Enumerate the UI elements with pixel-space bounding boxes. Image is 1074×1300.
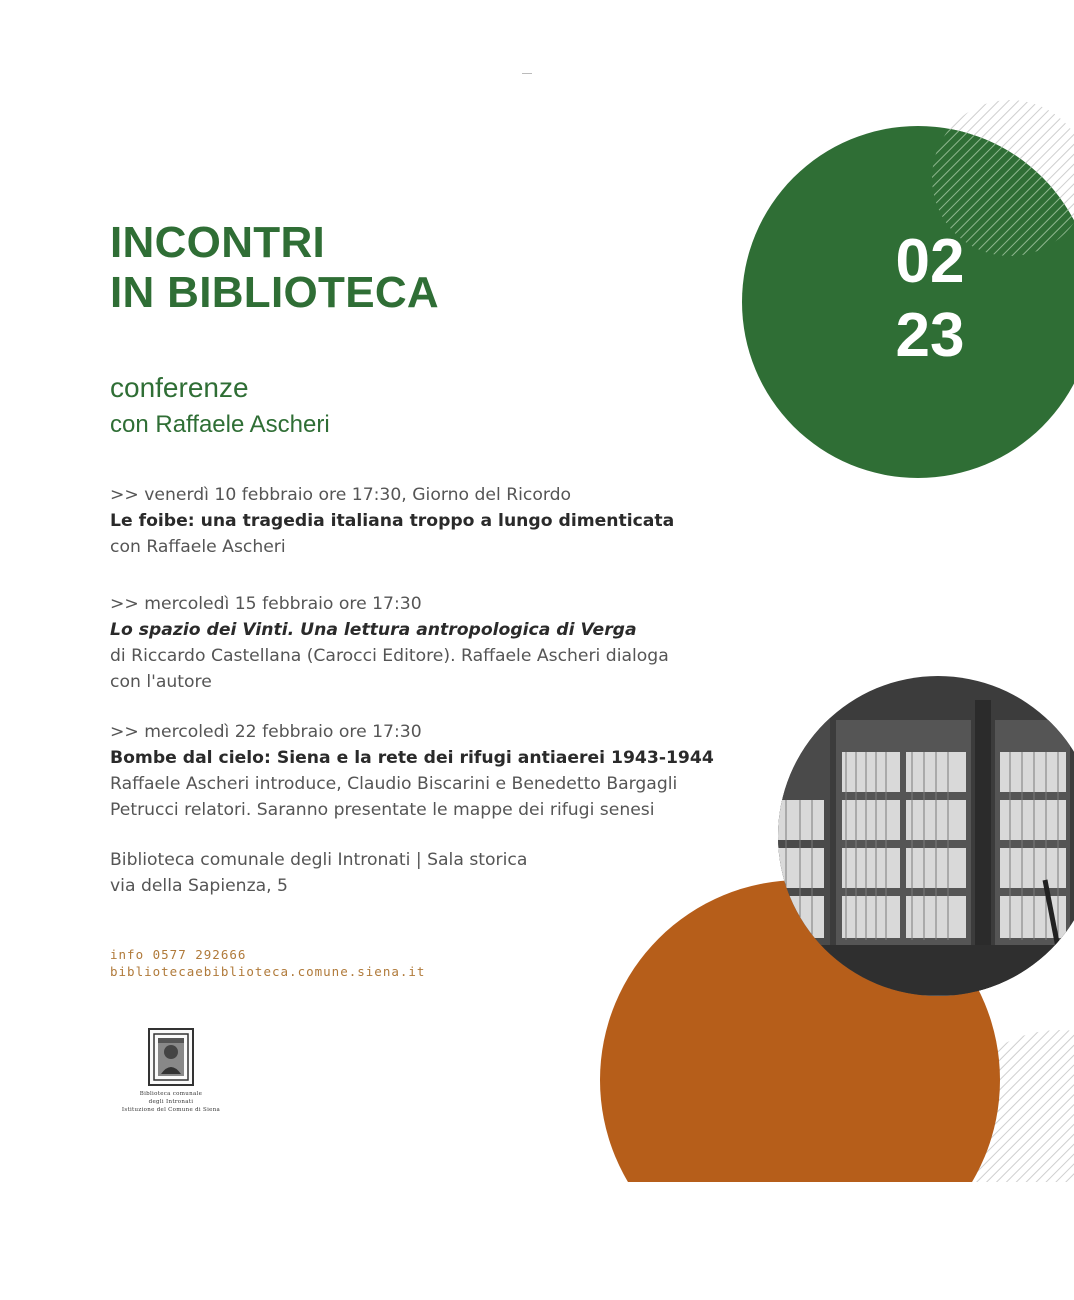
date-year: 23 <box>895 301 965 370</box>
contact-info <box>110 946 425 980</box>
date-month: 02 <box>895 227 965 296</box>
venue-address: via della Sapienza, 5 <box>110 876 288 896</box>
event-description: di Riccardo Castellana (Carocci Editore). Raffaele Ascheri dialoga <box>110 646 669 666</box>
event-title: Bombe dal cielo: Siena e la rete dei rifugi antiaerei 1943-1944 <box>110 748 714 768</box>
contact-phone: info 0577 292666 <box>110 947 247 962</box>
library-logo <box>108 1025 234 1125</box>
event-datetime: >> mercoledì 22 febbraio ore 17:30 <box>110 722 422 742</box>
date-badge <box>880 225 980 373</box>
event-description: con l'autore <box>110 672 212 692</box>
event-description: con Raffaele Ascheri <box>110 537 286 557</box>
title-line-1: INCONTRI <box>110 218 326 267</box>
crest-icon <box>148 1028 194 1086</box>
event-item <box>110 482 674 560</box>
venue-info <box>110 847 527 899</box>
event-title: Lo spazio dei Vinti. Una lettura antropologica di Verga <box>110 620 637 640</box>
event-datetime: >> venerdì 10 febbraio ore 17:30, Giorno del Ricordo <box>110 485 572 505</box>
logo-caption: Istituzione del Comune di Siena <box>121 1107 221 1113</box>
event-datetime: >> mercoledì 15 febbraio ore 17:30 <box>110 594 422 614</box>
page-title <box>110 218 439 318</box>
event-title: Le foibe: una tragedia italiana troppo a lungo dimenticata <box>110 511 675 531</box>
title-line-2: IN BIBLIOTECA <box>110 268 440 317</box>
event-item <box>110 591 669 695</box>
event-item <box>110 719 714 823</box>
logo-caption: Biblioteca comunale <box>139 1091 203 1097</box>
event-description: Petrucci relatori. Saranno presentate le mappe dei rifugi senesi <box>110 800 655 820</box>
contact-email: bibliotecaebiblioteca.comune.siena.it <box>110 964 426 979</box>
event-description: Raffaele Ascheri introduce, Claudio Biscarini e Benedetto Bargagli <box>110 774 678 794</box>
logo-caption: degli Intronati <box>148 1099 194 1105</box>
subtitle: conferenze <box>110 372 249 403</box>
subtitle-speaker: con Raffaele Ascheri <box>110 411 330 438</box>
venue-name: Biblioteca comunale degli Intronati | Sala storica <box>110 850 528 870</box>
